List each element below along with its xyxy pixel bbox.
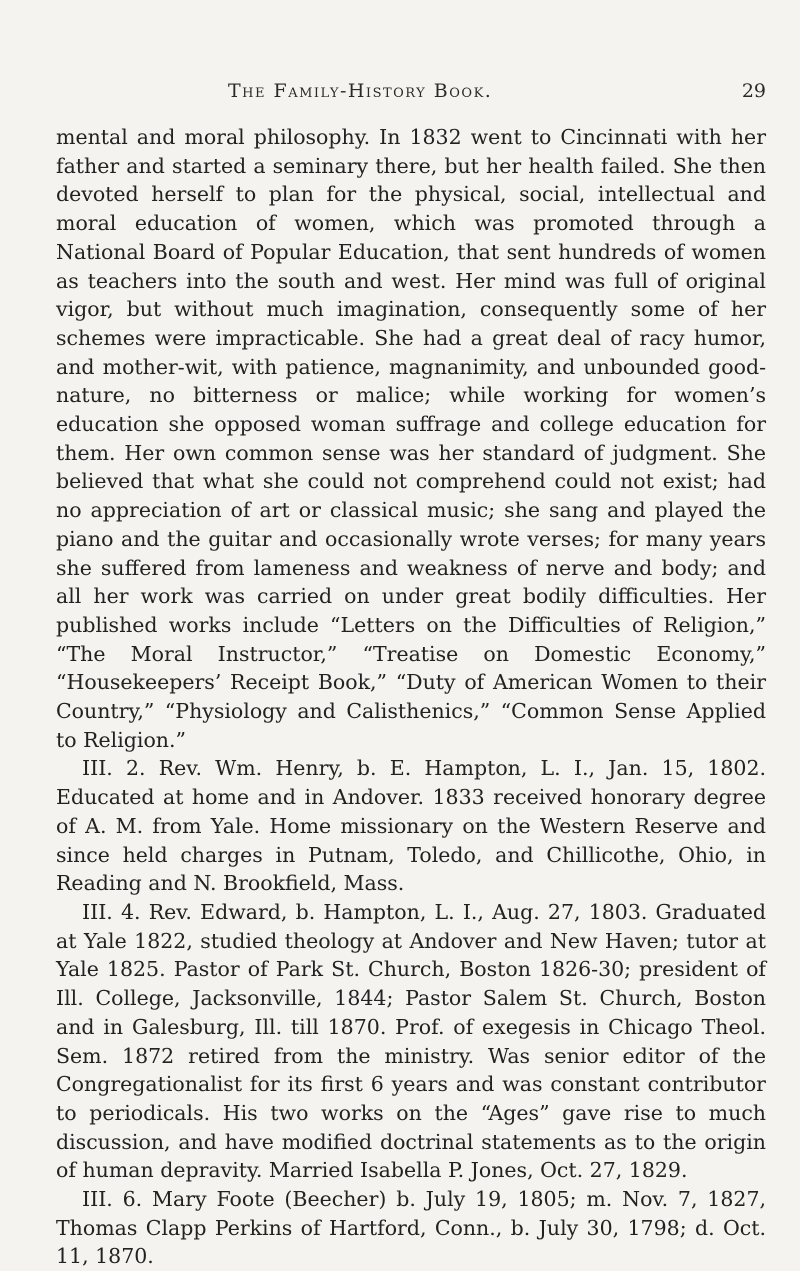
paragraph-entry-william-henry: III. 2. Rev. Wm. Henry, b. E. Hampton, L. I., Jan. 15, 1802. Educated at home and in Andover. 1833 received honorary degree of A. M. from Yale. Home missionary on the Western Reserve and since held charges in Putnam, Toledo, and Chillicothe, Ohio, in Reading and N. Brookfield, Mass. [56, 756, 766, 896]
book-page [56, 0, 766, 1269]
body-text [56, 123, 766, 1271]
page-number: 29 [741, 80, 766, 102]
paragraph-entry-edward: III. 4. Rev. Edward, b. Hampton, L. I., Aug. 27, 1803. Graduated at Yale 1822, studied theology at Andover and New Haven; tutor at Yale 1825. Pastor of Park St. Church, Boston 1826-30; president of Ill. College, Jacksonville, 1844; Pastor Salem St. Church, Boston and in Galesburg, Ill. till 1870. Prof. of exegesis in Chicago Theol. Sem. 1872 retired from the ministry. Was senior editor of the Congregationalist for its first 6 years and was constant contributor to periodicals. His two works on the “Ages” gave rise to much discussion, and have modified doctrinal statements as to the origin of human depravity. Married Isabella P. Jones, Oct. 27, 1829. [56, 899, 766, 1183]
running-title: The Family-History Book. [228, 80, 493, 102]
paragraph-continuation: mental and moral philosophy. In 1832 went to Cincinnati with her father and started a seminary there, but her health failed. She then devoted herself to plan for the physical, social, intellectual and moral education of women, which was promoted through a National Board of Popular Education, that sent hundreds of women as teachers into the south and west. Her mind was full of original vigor, but without much imagination, consequently some of her schemes were impracticable. She had a great deal of racy humor, and mother-wit, with patience, magnanimity, and unbounded good-nature, no bitterness or malice; while working for women’s education she opposed woman suffrage and college education for them. Her own common sense was her standard of judgment. She believed that what she could not comprehend could not exist; had no appreciation of art or classical music; she sang and played the piano and the guitar and occasionally wrote verses; for many years she suffered from lameness and weakness of nerve and body; and all her work was carried on under great bodily difficulties. Her published works include “Letters on the Difficulties of Religion,” “The Moral Instructor,” “Treatise on Domestic Economy,” “Housekeepers’ Receipt Book,” “Duty of American Women to their Country,” “Physiology and Calisthenics,” “Common Sense Applied to Religion.” [56, 125, 766, 752]
paragraph-entry-mary-foote: III. 6. Mary Foote (Beecher) b. July 19, 1805; m. Nov. 7, 1827, Thomas Clapp Perkins of Hartford, Conn., b. July 30, 1798; d. Oct. 11, 1870. [56, 1187, 766, 1269]
running-head [56, 80, 766, 110]
